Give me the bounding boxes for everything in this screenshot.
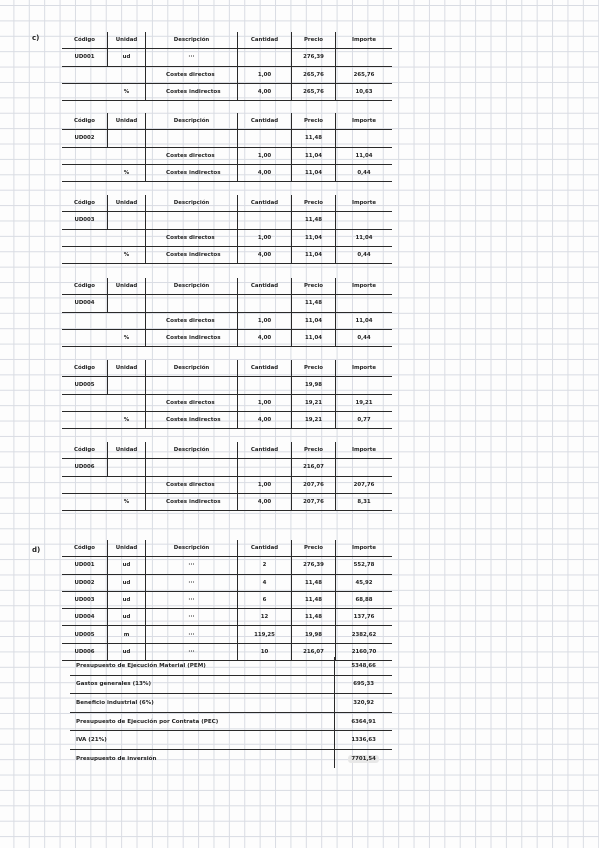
code-cell: UD003 <box>62 212 108 228</box>
price-cell: 11,04 <box>292 148 336 164</box>
importe-cell: 137,76 <box>353 614 375 621</box>
code-cell <box>62 477 108 493</box>
price-cell: 207,76 <box>292 477 336 493</box>
summary-label: Gastos generales (13%) <box>76 681 152 688</box>
desc-cell: Costes directos <box>146 313 238 329</box>
importe-cell <box>336 295 392 311</box>
code-cell <box>62 412 108 428</box>
importe-cell: 0,44 <box>357 170 371 177</box>
code-cell: UD004 <box>62 609 108 625</box>
budget-table <box>62 540 392 661</box>
unit-cell: ud <box>108 49 146 65</box>
table-row-directos <box>62 148 392 165</box>
desc-cell: ··· <box>146 592 238 608</box>
header-importe: Importe <box>351 283 377 290</box>
code-cell <box>62 395 108 411</box>
unit-cell: % <box>108 412 146 428</box>
header-precio: Precio <box>292 540 336 556</box>
header-precio: Precio <box>292 442 336 458</box>
unit-cell: % <box>108 494 146 510</box>
importe-cell <box>336 130 392 146</box>
price-cell: 11,48 <box>292 592 336 608</box>
qty-cell: 4 <box>238 575 292 591</box>
desc-cell: ··· <box>146 575 238 591</box>
qty-cell: 4,00 <box>238 494 292 510</box>
table-row <box>62 377 392 394</box>
importe-cell: 10,63 <box>355 89 373 96</box>
desc-cell <box>146 459 238 475</box>
header-precio: Precio <box>292 113 336 129</box>
price-cell: 265,76 <box>292 84 336 100</box>
desc-cell: Costes indirectos <box>146 165 238 181</box>
price-cell: 11,04 <box>292 230 336 246</box>
qty-cell <box>238 459 292 475</box>
header-precio: Precio <box>292 360 336 376</box>
table-row-directos <box>62 395 392 412</box>
importe-cell: 19,21 <box>355 399 373 406</box>
code-cell: UD004 <box>62 295 108 311</box>
header-importe: Importe <box>351 37 377 44</box>
importe-cell: 11,04 <box>355 234 373 241</box>
desc-cell: Costes directos <box>146 477 238 493</box>
qty-cell <box>238 130 292 146</box>
qty-cell: 1,00 <box>238 148 292 164</box>
header-cantidad: Cantidad <box>238 360 292 376</box>
desc-cell <box>146 295 238 311</box>
unit-cell: ud <box>108 592 146 608</box>
header-codigo: Código <box>62 195 108 211</box>
table-row <box>62 49 392 66</box>
table-row <box>62 609 392 626</box>
code-cell <box>62 247 108 263</box>
importe-cell: 2160,70 <box>351 648 377 655</box>
code-cell: UD005 <box>62 626 108 642</box>
code-cell: UD006 <box>62 459 108 475</box>
desc-cell <box>146 130 238 146</box>
summary-label: Presupuesto de Ejecución por Contrata (PEC) <box>76 718 219 725</box>
header-cantidad: Cantidad <box>238 113 292 129</box>
table-row <box>62 212 392 229</box>
summary-value <box>334 694 392 712</box>
code-cell: UD006 <box>62 644 108 660</box>
price-cell: 19,98 <box>292 626 336 642</box>
header-unidad: Unidad <box>108 195 146 211</box>
price-cell: 11,48 <box>292 609 336 625</box>
unit-cell: % <box>108 165 146 181</box>
table-row <box>62 626 392 643</box>
qty-cell: 1,00 <box>238 230 292 246</box>
header-descripcion: Descripción <box>146 278 238 294</box>
price-cell: 19,98 <box>292 377 336 393</box>
table-row-directos <box>62 67 392 84</box>
summary-row <box>70 694 392 713</box>
header-codigo: Código <box>62 442 108 458</box>
unit-cell <box>108 377 146 393</box>
unit-cell <box>108 395 146 411</box>
header-codigo: Código <box>62 360 108 376</box>
table-header <box>62 195 392 212</box>
unit-cell: ud <box>108 644 146 660</box>
table-row <box>62 557 392 574</box>
summary-label: IVA (21%) <box>76 737 107 744</box>
summary-row <box>70 676 392 695</box>
header-unidad: Unidad <box>108 442 146 458</box>
summary-value <box>334 750 392 768</box>
price-cell: 276,39 <box>292 49 336 65</box>
qty-cell <box>238 49 292 65</box>
unit-cell <box>108 459 146 475</box>
code-cell: UD001 <box>62 557 108 573</box>
price-cell: 265,76 <box>292 67 336 83</box>
code-cell <box>62 494 108 510</box>
qty-cell <box>238 295 292 311</box>
unit-cell: ud <box>108 575 146 591</box>
qty-cell: 6 <box>238 592 292 608</box>
desc-cell: Costes directos <box>146 148 238 164</box>
table-header <box>62 32 392 49</box>
header-importe: Importe <box>351 545 377 552</box>
header-precio: Precio <box>292 32 336 48</box>
summary-value-text: 6364,91 <box>351 718 376 725</box>
qty-cell <box>238 212 292 228</box>
code-cell <box>62 148 108 164</box>
summary-value-text: 1336,63 <box>351 737 376 744</box>
unit-price-table <box>62 113 392 182</box>
header-unidad: Unidad <box>108 32 146 48</box>
summary-label: Beneficio industrial (6%) <box>76 699 154 706</box>
table-row-indirectos <box>62 165 392 182</box>
section-d-label: d) <box>32 546 41 554</box>
summary-value-text: 5348,66 <box>351 662 376 669</box>
summary-value-text: 320,92 <box>353 699 374 706</box>
header-descripcion: Descripción <box>146 442 238 458</box>
code-cell <box>62 165 108 181</box>
header-cantidad: Cantidad <box>238 195 292 211</box>
header-precio: Precio <box>292 195 336 211</box>
summary-value-text: 7701,54 <box>348 755 379 763</box>
code-cell: UD002 <box>62 575 108 591</box>
price-cell: 276,39 <box>292 557 336 573</box>
desc-cell: ··· <box>146 644 238 660</box>
header-codigo: Código <box>62 113 108 129</box>
desc-cell: ··· <box>146 626 238 642</box>
header-descripcion: Descripción <box>146 360 238 376</box>
header-cantidad: Cantidad <box>238 32 292 48</box>
table-header <box>62 278 392 295</box>
unit-price-table <box>62 32 392 101</box>
header-descripcion: Descripción <box>146 195 238 211</box>
qty-cell: 1,00 <box>238 395 292 411</box>
desc-cell: ··· <box>146 49 238 65</box>
desc-cell: Costes directos <box>146 230 238 246</box>
table-row-indirectos <box>62 84 392 101</box>
code-cell <box>62 330 108 346</box>
qty-cell: 4,00 <box>238 247 292 263</box>
code-cell: UD002 <box>62 130 108 146</box>
unit-price-table <box>62 195 392 264</box>
qty-cell: 1,00 <box>238 477 292 493</box>
desc-cell: Costes indirectos <box>146 247 238 263</box>
header-codigo: Código <box>62 540 108 556</box>
table-row <box>62 130 392 147</box>
importe-cell: 265,76 <box>353 71 375 78</box>
header-importe: Importe <box>351 118 377 125</box>
importe-cell: 68,88 <box>355 597 373 604</box>
unit-price-table <box>62 442 392 511</box>
desc-cell: ··· <box>146 609 238 625</box>
table-row-indirectos <box>62 494 392 511</box>
code-cell: UD001 <box>62 49 108 65</box>
price-cell: 11,48 <box>292 212 336 228</box>
price-cell: 216,07 <box>292 644 336 660</box>
unit-cell: ud <box>108 557 146 573</box>
summary-row <box>70 713 392 732</box>
header-unidad: Unidad <box>108 278 146 294</box>
importe-cell: 0,44 <box>357 335 371 342</box>
table-header <box>62 442 392 459</box>
price-cell: 11,04 <box>292 247 336 263</box>
qty-cell: 12 <box>238 609 292 625</box>
importe-cell <box>336 377 392 393</box>
header-descripcion: Descripción <box>146 32 238 48</box>
importe-cell: 0,77 <box>357 417 371 424</box>
unit-cell: ud <box>108 609 146 625</box>
importe-cell: 0,44 <box>357 252 371 259</box>
summary-value <box>334 731 392 749</box>
unit-cell: % <box>108 84 146 100</box>
header-unidad: Unidad <box>108 360 146 376</box>
price-cell: 207,76 <box>292 494 336 510</box>
unit-cell <box>108 313 146 329</box>
price-cell: 11,48 <box>292 575 336 591</box>
code-cell <box>62 230 108 246</box>
qty-cell: 10 <box>238 644 292 660</box>
desc-cell <box>146 377 238 393</box>
summary-value <box>334 657 392 675</box>
qty-cell: 1,00 <box>238 67 292 83</box>
header-descripcion: Descripción <box>146 113 238 129</box>
qty-cell: 4,00 <box>238 412 292 428</box>
qty-cell: 4,00 <box>238 330 292 346</box>
price-cell: 11,48 <box>292 130 336 146</box>
header-codigo: Código <box>62 32 108 48</box>
qty-cell: 4,00 <box>238 84 292 100</box>
table-row-indirectos <box>62 412 392 429</box>
desc-cell: Costes indirectos <box>146 330 238 346</box>
desc-cell: Costes directos <box>146 67 238 83</box>
price-cell: 19,21 <box>292 412 336 428</box>
table-row-indirectos <box>62 247 392 264</box>
importe-cell: 11,04 <box>355 317 373 324</box>
desc-cell: Costes directos <box>146 395 238 411</box>
code-cell <box>62 84 108 100</box>
unit-price-table <box>62 360 392 429</box>
desc-cell: Costes indirectos <box>146 412 238 428</box>
table-row-indirectos <box>62 330 392 347</box>
table-header <box>62 540 392 557</box>
price-cell: 216,07 <box>292 459 336 475</box>
table-row <box>62 592 392 609</box>
price-cell: 19,21 <box>292 395 336 411</box>
header-precio: Precio <box>292 278 336 294</box>
unit-cell <box>108 230 146 246</box>
summary-row <box>70 731 392 750</box>
price-cell: 11,04 <box>292 330 336 346</box>
importe-cell <box>336 212 392 228</box>
importe-cell: 11,04 <box>355 152 373 159</box>
header-cantidad: Cantidad <box>238 278 292 294</box>
desc-cell: ··· <box>146 557 238 573</box>
qty-cell: 2 <box>238 557 292 573</box>
header-codigo: Código <box>62 278 108 294</box>
price-cell: 11,04 <box>292 313 336 329</box>
price-cell: 11,48 <box>292 295 336 311</box>
header-importe: Importe <box>351 365 377 372</box>
importe-cell: 2382,62 <box>351 631 377 638</box>
code-cell: UD005 <box>62 377 108 393</box>
table-row <box>62 295 392 312</box>
unit-cell: m <box>108 626 146 642</box>
header-importe: Importe <box>351 447 377 454</box>
price-cell: 11,04 <box>292 165 336 181</box>
header-unidad: Unidad <box>108 540 146 556</box>
desc-cell <box>146 212 238 228</box>
unit-cell <box>108 130 146 146</box>
table-header <box>62 360 392 377</box>
qty-cell: 119,25 <box>238 626 292 642</box>
table-row-directos <box>62 230 392 247</box>
unit-cell <box>108 295 146 311</box>
unit-cell <box>108 212 146 228</box>
summary-label: Presupuesto de inversión <box>76 755 157 762</box>
desc-cell: Costes indirectos <box>146 84 238 100</box>
summary-table <box>70 657 392 768</box>
unit-price-table <box>62 278 392 347</box>
summary-value-text: 695,33 <box>353 681 374 688</box>
header-importe: Importe <box>351 200 377 207</box>
desc-cell: Costes indirectos <box>146 494 238 510</box>
unit-cell <box>108 477 146 493</box>
unit-cell <box>108 148 146 164</box>
summary-label: Presupuesto de Ejecución Material (PEM) <box>76 662 206 669</box>
qty-cell: 1,00 <box>238 313 292 329</box>
importe-cell: 8,31 <box>357 499 371 506</box>
table-row-directos <box>62 313 392 330</box>
header-cantidad: Cantidad <box>238 540 292 556</box>
table-header <box>62 113 392 130</box>
header-descripcion: Descripción <box>146 540 238 556</box>
table-row <box>62 459 392 476</box>
qty-cell <box>238 377 292 393</box>
importe-cell <box>336 459 392 475</box>
importe-cell: 45,92 <box>355 579 373 586</box>
unit-cell <box>108 67 146 83</box>
summary-value <box>334 713 392 731</box>
importe-cell <box>336 49 392 65</box>
table-row <box>62 575 392 592</box>
code-cell <box>62 67 108 83</box>
code-cell: UD003 <box>62 592 108 608</box>
summary-row <box>70 750 392 768</box>
summary-value <box>334 676 392 694</box>
code-cell <box>62 313 108 329</box>
unit-cell: % <box>108 330 146 346</box>
section-c-label: c) <box>32 34 40 42</box>
unit-cell: % <box>108 247 146 263</box>
importe-cell: 207,76 <box>353 481 375 488</box>
header-cantidad: Cantidad <box>238 442 292 458</box>
table-row-directos <box>62 477 392 494</box>
importe-cell: 552,78 <box>353 562 375 569</box>
qty-cell: 4,00 <box>238 165 292 181</box>
summary-row <box>70 657 392 676</box>
header-unidad: Unidad <box>108 113 146 129</box>
